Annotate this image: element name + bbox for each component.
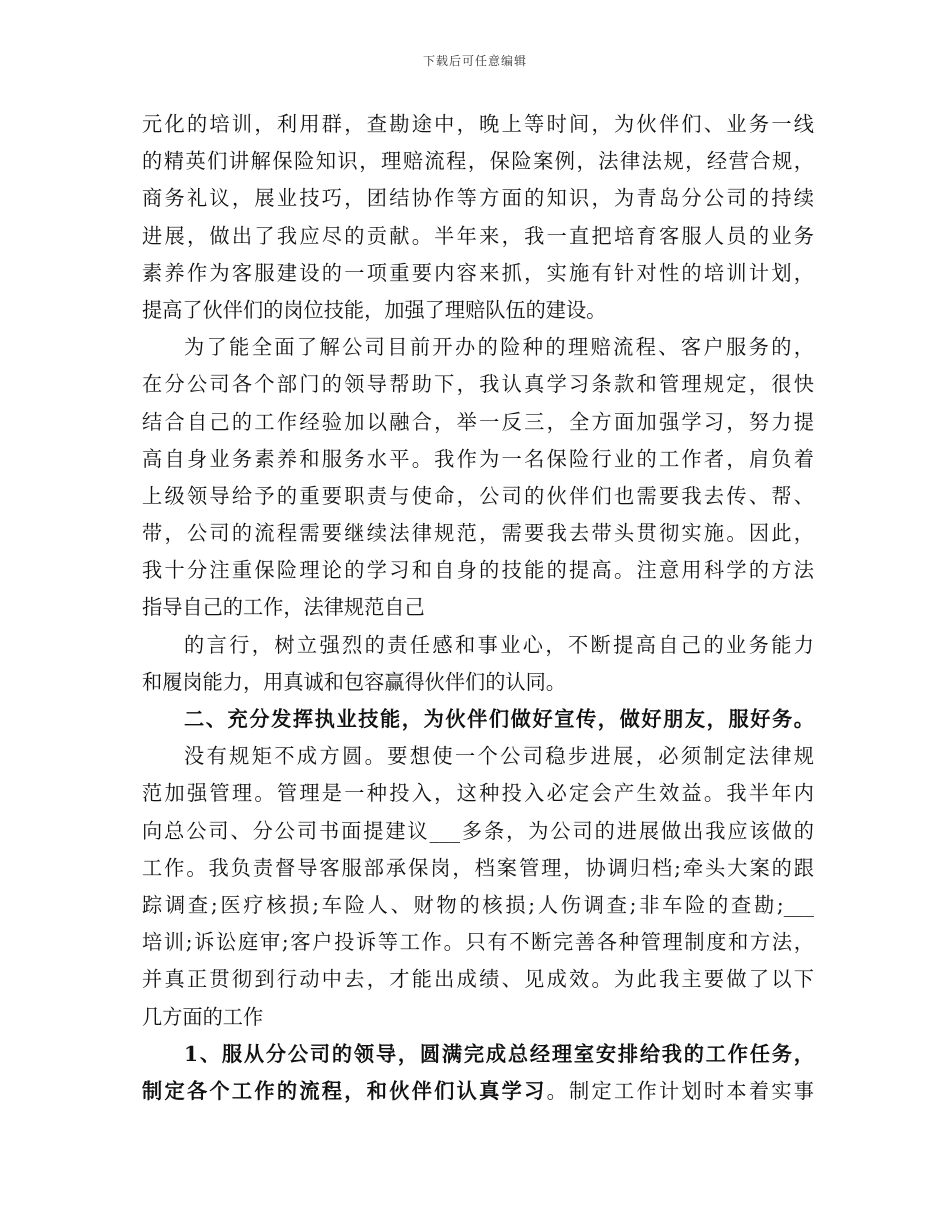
page-header: 下载后可任意编辑 (422, 54, 527, 68)
bold-phrase: 制定各个工作的流程，和伙伴们认真学习 (142, 1078, 547, 1103)
text-line: 几方面的工作 (142, 1004, 264, 1029)
text-line: 工作。我负责督导客服部承保岗，档案管理，协调归档;牵头大案的跟 (142, 855, 814, 880)
text-line: 踪调查;医疗核损;车险人、财物的核损;人伤调查;非车险的查勘;___ (142, 892, 814, 917)
text-line-mixed (142, 1073, 814, 1110)
text-line: 范加强管理。管理是一种投入，这种投入必定会产生效益。我半年内 (142, 781, 814, 806)
text-line: 上级领导给予的重要职责与使命，公司的伙伴们也需要我去传、帮、 (142, 483, 814, 508)
text-line: 向总公司、分公司书面提建议___多条，为公司的进展做出我应该做的 (142, 818, 814, 843)
text-line: 为了能全面了解公司目前开办的险种的理赔流程、客户服务的， (184, 335, 814, 360)
text-line: 我十分注重保险理论的学习和自身的技能的提高。注意用科学的方法 (142, 558, 814, 583)
subsection-heading: 1、服从分公司的领导，圆满完成总经理室安排给我的工作任务， (184, 1041, 814, 1066)
text-line: 带，公司的流程需要继续法律规范，需要我去带头贯彻实施。因此， (142, 521, 814, 546)
text-line: 高自身业务素养和服务水平。我作为一名保险行业的工作者，肩负着 (142, 446, 814, 471)
text-line: 商务礼议，展业技巧，团结协作等方面的知识，为青岛分公司的持续 (142, 186, 814, 211)
text-line: 在分公司各个部门的领导帮助下，我认真学习条款和管理规定，很快 (142, 372, 814, 397)
text-line: 培训;诉讼庭审;客户投诉等工作。只有不断完善各种管理制度和方法， (142, 930, 814, 955)
text-line: 进展，做出了我应尽的贡献。半年来，我一直把培育客服人员的业务 (142, 223, 814, 248)
text-line: 结合自己的工作经验加以融合，举一反三，全方面加强学习，努力提 (142, 409, 814, 434)
text-line: 没有规矩不成方圆。要想使一个公司稳步进展，必须制定法律规 (184, 744, 814, 769)
text-line: 的言行，树立强烈的责任感和事业心，不断提高自己的业务能力 (184, 632, 814, 657)
text-line: 提高了伙伴们的岗位技能，加强了理赔队伍的建设。 (142, 297, 607, 322)
text-line: 并真正贯彻到行动中去，才能出成绩、见成效。为此我主要做了以下 (142, 967, 814, 992)
text-line: 和履岗能力，用真诚和包容赢得伙伴们的认同。 (142, 669, 566, 694)
text-line: 指导自己的工作，法律规范自己 (142, 595, 425, 620)
text-line: 素养作为客服建设的一项重要内容来抓，实施有针对性的培训计划， (142, 260, 814, 285)
section-heading: 二、充分发挥执业技能，为伙伴们做好宣传，做好朋友，服好务。 (184, 707, 814, 731)
document-body (142, 106, 814, 1110)
plain-phrase: 。制定工作计划时本着实事 (546, 1078, 814, 1103)
text-line: 元化的培训，利用群，查勘途中，晚上等时间，为伙伴们、业务一线 (142, 112, 814, 136)
text-line: 的精英们讲解保险知识，理赔流程，保险案例，法律法规，经营合规， (142, 149, 814, 174)
